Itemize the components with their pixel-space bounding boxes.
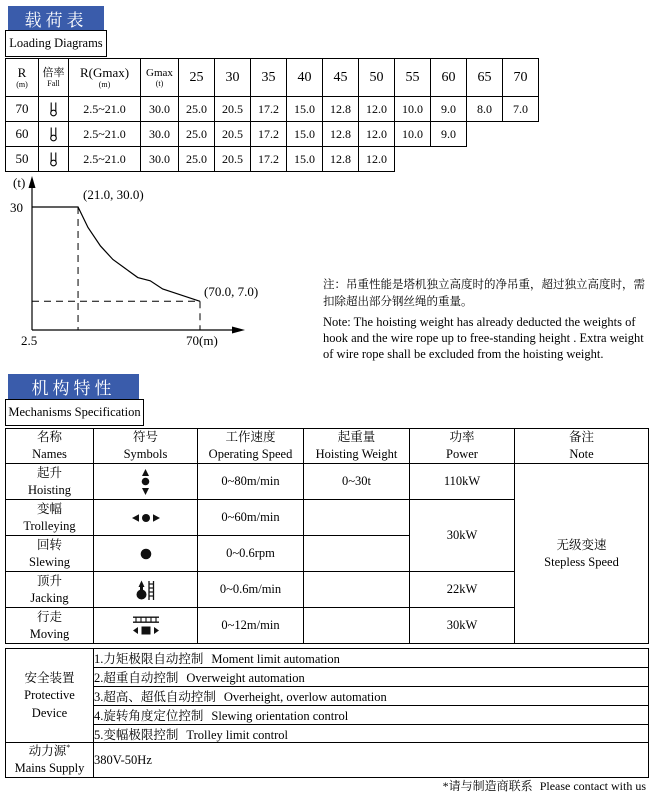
hoisting-icon <box>139 469 152 495</box>
mech-power-cell: 22kW <box>410 572 515 608</box>
two-fall-pulley-icon <box>48 127 59 142</box>
mech-speed-cell: 0~0.6m/min <box>198 572 304 608</box>
safety-row <box>6 687 649 706</box>
col-header-30: 30 <box>215 59 251 97</box>
hoisting-weight-note <box>323 277 650 362</box>
safety-row <box>6 725 649 744</box>
value-cell: 12.0 <box>359 122 395 147</box>
value-cell: 30.0 <box>141 97 179 122</box>
value-cell: 25.0 <box>179 147 215 172</box>
footnote-asterisk: * <box>66 743 71 753</box>
y-axis-unit-label: (t) <box>13 175 26 190</box>
moving-icon <box>131 615 161 636</box>
value-cell: 20.5 <box>215 147 251 172</box>
safety-label-cell: 安全装置 Protective Device <box>6 649 94 744</box>
value-cell: 17.2 <box>251 122 287 147</box>
mech-symbol-cell <box>94 572 198 608</box>
mech-name-cell: 起升 Hoisting <box>6 464 94 500</box>
mech-name-cell: 行走 Moving <box>6 608 94 644</box>
mech-speed-cell: 0~80m/min <box>198 464 304 500</box>
safety-row <box>6 706 649 725</box>
y-tick-30: 30 <box>10 200 23 215</box>
safety-table <box>5 648 649 744</box>
safety-item: 3.超高、超低自动控制 Overheight, overlow automation <box>94 687 649 706</box>
value-cell: 12.0 <box>359 147 395 172</box>
mech-speed-cell: 0~60m/min <box>198 500 304 536</box>
x-end-label: 70(m) <box>186 333 218 348</box>
mech-power-cell: 30kW <box>410 500 515 572</box>
col-header-35: 35 <box>251 59 287 97</box>
contact-footnote: *请与制造商联系 Please contact with us <box>442 779 646 793</box>
loading-row-70 <box>6 97 539 122</box>
mech-name-cell: 回转 Slewing <box>6 536 94 572</box>
col-header-gmax: Gmax (t) <box>141 59 179 97</box>
safety-item: 4.旋转角度定位控制 Slewing orientation control <box>94 706 649 725</box>
col-header-55: 55 <box>395 59 431 97</box>
value-cell: 2.5~21.0 <box>69 147 141 172</box>
mech-col-note: 备注 Note <box>515 429 649 464</box>
value-cell: 30.0 <box>141 122 179 147</box>
value-cell: 8.0 <box>467 97 503 122</box>
value-cell: 2.5~21.0 <box>69 122 141 147</box>
value-cell: 2.5~21.0 <box>69 97 141 122</box>
mech-weight-cell <box>304 500 410 536</box>
mech-symbol-cell <box>94 608 198 644</box>
value-cell: 9.0 <box>431 122 467 147</box>
mech-weight-cell <box>304 536 410 572</box>
safety-row <box>6 649 649 668</box>
mains-supply-label: 动力源* Mains Supply <box>6 743 94 778</box>
mech-row-hoisting <box>6 464 649 500</box>
mech-section-title-zh: 机构特性 <box>8 374 139 399</box>
fall-cell <box>39 147 69 172</box>
mech-col-speed: 工作速度 Operating Speed <box>198 429 304 464</box>
col-header-40: 40 <box>287 59 323 97</box>
mech-section-title-en: Mechanisms Specification <box>5 399 144 426</box>
note-zh: 注：吊重性能是塔机独立高度时的净吊重，超过独立高度时，需扣除超出部分钢丝绳的重量。 <box>323 279 645 308</box>
mech-weight-cell <box>304 608 410 644</box>
mech-weight-cell: 0~30t <box>304 464 410 500</box>
loading-row-60 <box>6 122 539 147</box>
annotation-peak-point: (21.0, 30.0) <box>83 187 144 202</box>
radius-cell: 50 <box>6 147 39 172</box>
mains-supply-value: 380V-50Hz <box>94 743 649 778</box>
mech-power-cell: 30kW <box>410 608 515 644</box>
value-cell: 9.0 <box>431 97 467 122</box>
value-cell: 12.8 <box>323 122 359 147</box>
value-cell: 15.0 <box>287 147 323 172</box>
value-cell: 12.8 <box>323 147 359 172</box>
mech-symbol-cell <box>94 536 198 572</box>
safety-item: 1.力矩极限自动控制 Moment limit automation <box>94 649 649 668</box>
mech-power-cell: 110kW <box>410 464 515 500</box>
value-cell: 25.0 <box>179 122 215 147</box>
mech-col-names: 名称 Names <box>6 429 94 464</box>
mech-speed-cell: 0~0.6rpm <box>198 536 304 572</box>
col-header-rgmax: R(Gmax) (m) <box>69 59 141 97</box>
col-header-60: 60 <box>431 59 467 97</box>
note-en: Note: The hoisting weight has already deducted the weights of hook and the wire rope up to free-standing height . Extra weight of wire rope shall be excluded from the hoisting weight. <box>323 315 644 362</box>
two-fall-pulley-icon <box>48 102 59 117</box>
value-cell: 10.0 <box>395 97 431 122</box>
col-header-50: 50 <box>359 59 395 97</box>
value-cell: 17.2 <box>251 147 287 172</box>
col-header-radius: R (m) <box>6 59 39 97</box>
mech-col-weight: 起重量 Hoisting Weight <box>304 429 410 464</box>
y-axis-arrow-icon <box>29 176 36 188</box>
loading-section-title-en: Loading Diagrams <box>5 30 107 57</box>
mains-supply-row <box>6 743 649 778</box>
col-header-45: 45 <box>323 59 359 97</box>
mech-speed-cell: 0~12m/min <box>198 608 304 644</box>
value-cell: 20.5 <box>215 97 251 122</box>
value-cell: 15.0 <box>287 122 323 147</box>
load-curve <box>32 207 200 330</box>
value-cell: 10.0 <box>395 122 431 147</box>
loading-section-title-zh: 载荷表 <box>8 6 104 30</box>
mech-weight-cell <box>304 572 410 608</box>
mech-header-row <box>6 429 649 464</box>
value-cell: 15.0 <box>287 97 323 122</box>
mech-symbol-cell <box>94 464 198 500</box>
slewing-icon <box>140 548 152 560</box>
loading-table <box>5 58 539 172</box>
load-curve-chart <box>5 172 305 354</box>
two-fall-pulley-icon <box>48 152 59 167</box>
safety-row <box>6 668 649 687</box>
mech-col-power: 功率 Power <box>410 429 515 464</box>
x-axis-arrow-icon <box>232 327 245 334</box>
value-cell: 20.5 <box>215 122 251 147</box>
mech-symbol-cell <box>94 500 198 536</box>
annotation-end-point: (70.0, 7.0) <box>204 284 259 299</box>
safety-item: 5.变幅极限控制 Trolley limit control <box>94 725 649 744</box>
jacking-icon <box>136 579 156 601</box>
value-cell: 7.0 <box>503 97 539 122</box>
mains-supply-table <box>5 742 649 778</box>
value-cell: 25.0 <box>179 97 215 122</box>
fall-cell <box>39 97 69 122</box>
mech-name-cell: 变幅 Trolleying <box>6 500 94 536</box>
value-cell: 12.0 <box>359 97 395 122</box>
safety-item: 2.超重自动控制 Overweight automation <box>94 668 649 687</box>
radius-cell: 60 <box>6 122 39 147</box>
value-cell: 17.2 <box>251 97 287 122</box>
value-cell: 12.8 <box>323 97 359 122</box>
mech-col-symbols: 符号 Symbols <box>94 429 198 464</box>
value-cell: 30.0 <box>141 147 179 172</box>
mech-name-cell: 顶升 Jacking <box>6 572 94 608</box>
mechanisms-table <box>5 428 649 644</box>
radius-cell: 70 <box>6 97 39 122</box>
trolleying-icon <box>132 512 160 524</box>
loading-row-50 <box>6 147 539 172</box>
col-header-25: 25 <box>179 59 215 97</box>
col-header-70: 70 <box>503 59 539 97</box>
fall-cell <box>39 122 69 147</box>
x-origin-label: 2.5 <box>21 333 38 348</box>
col-header-fall: 倍率 Fall <box>39 59 69 97</box>
mech-note-cell: 无级变速 Stepless Speed <box>515 464 649 644</box>
loading-table-header-row <box>6 59 539 97</box>
col-header-65: 65 <box>467 59 503 97</box>
